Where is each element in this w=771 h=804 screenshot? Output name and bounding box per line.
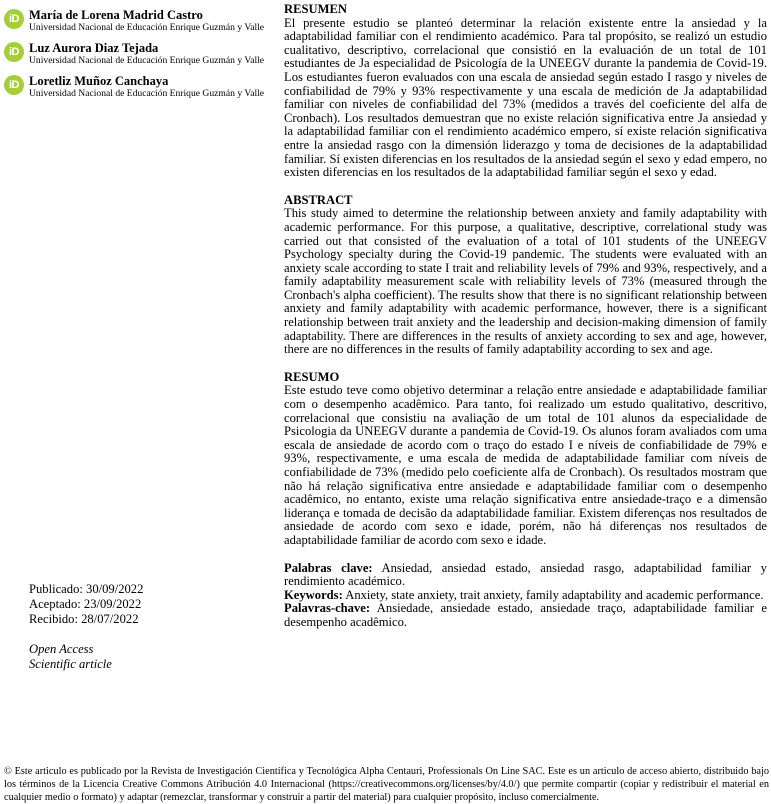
keywords-pt — [284, 602, 767, 629]
resumo-section — [284, 371, 767, 548]
author-item — [4, 74, 270, 99]
keywords-en — [284, 589, 767, 603]
publication-dates — [29, 582, 143, 672]
author-item — [4, 8, 270, 33]
keywords-pt-label: Palavras-chave: — [284, 601, 371, 616]
abstract-body: This study aimed to determine the relationship between anxiety and family adaptability with academic performance. For this purpose, a qualitative, descriptive, correlational study was carried out that consisted of the evaluation of a total of 101 students of the UNEEGV Psychology specialty during the Covid-19 pandemic. The students were evaluated with an anxiety scale according to state I trait and reliability levels of 79% and 93%, respectively, and a family adaptability measurement scale with reliability levels of 73% (measured through the Cronbach's alpha coefficient). The results show that there is no significant relationship between anxiety and family adaptability with academic performance, however, there is a significant relationship between trait anxiety and the leadership and decision-making dimension of family adaptability. There are differences in the results of anxiety according to sex and age, however, there are no differences in the results of family adaptability according to sex and age. — [284, 206, 767, 357]
license-notice: © Este articulo es publicado por la Revista de Investigación Científica y Tecnológica Alpha Centauri, Professionals On Line SAC. Este es un articulo de acceso abierto, distribuido bajo los términos de la Licencia Creative Commons Atribución 4.0 Internacional (https://creativecommons.org/licenses/by/4.0/) que permite compartir (copiar y redistribuir el material en cualquier medio o formato) y adaptar (remezclar, transformar y construir a partir del material) para cualquier propósito, incluso comercialmente. — [4, 766, 769, 803]
author-info — [29, 8, 264, 33]
author-affiliation: Universidad Nacional de Educación Enrique Guzmán y Valle — [29, 22, 265, 33]
author-list — [4, 8, 270, 107]
accepted-date: Aceptado: 23/09/2022 — [29, 597, 142, 611]
resumen-body: El presente estudio se planteó determinar la relación existente entre la ansiedad y la adaptabilidad familiar con el rendimiento académico. Para tal propósito, se realizó un estudio cualitativo, descriptivo, correlacional que consistió en la evaluación de un total de 101 estudiantes de Ja especialidad de Psicología de la UNEEGV durante la pandemia de Covid-19. Los estudiantes fueron evaluados con una escala de ansiedad según estado I rasgo y niveles de confiabilidad de 79% y 93% respectivamente y una escala de medición de Ja adaptabilidad familiar con niveles de confiabilidad del 73% (medidos a través del coeficiente del alfa de Cronbach). Los resultados demuestran que no existe relación significativa entre Ja ansiedad y la adaptabilidad familiar con el rendimiento académico empero, sí existe relación significativa entre la ansiedad rasgo con la dimensión liderazgo y toma de decisiones de la adaptabilidad familiar. Sí existen diferencias en los resultados de la ansiedad según el sexo y edad empero, no existen diferencias en los resultados de la adaptabilidad familiar según el sexo y edad. — [284, 15, 767, 180]
article-type-label: Scientific article — [29, 657, 112, 671]
resumen-section — [284, 3, 767, 180]
author-affiliation: Universidad Nacional de Educación Enrique Guzmán y Valle — [29, 55, 265, 66]
author-info — [29, 41, 264, 66]
keywords-es-label: Palabras clave: — [284, 560, 373, 575]
author-name: Loretliz Muñoz Canchaya — [29, 74, 169, 88]
published-date: Publicado: 30/09/2022 — [29, 582, 144, 596]
keywords-block — [284, 562, 767, 630]
resumo-heading: RESUMO — [284, 369, 340, 384]
resumen-heading: RESUMEN — [284, 2, 347, 16]
resumo-body: Este estudo teve como objetivo determinar a relação entre ansiedade e adaptabilidade familiar com o desempenho acadêmico. Para tanto, foi realizado um estudo qualitativo, descritivo, correlacional que consistiu na avaliação de um total de 101 alunos da especialidade de Psicologia da UNEEGV durante a pandemia de Covid-19. Os alunos foram avaliados com uma escala de ansiedade de acordo com o traço do estado I e níveis de confiabilidade de 79% e 93%, respectivamente, e uma escala de medida de adaptabilidade familiar com níveis de confiabilidade de 73% (medido pelo coeficiente alfa de Cronbach). Os resultados mostram que não há relação significativa entre ansiedade e adaptabilidade familiar com o desempenho acadêmico, no entanto, existe uma relação significativa entre ansiedade-traço e a dimensão liderança e tomada de decisão da adaptabilidade familiar. Existem diferenças nos resultados de ansiedade de acordo com sexo e idade, porém, não há diferenças nos resultados de adaptabilidade familiar de acordo com sexo e idade. — [284, 383, 767, 547]
spacer — [29, 627, 143, 642]
keywords-pt-text: Ansiedade, ansiedade estado, ansiedade traço, adaptabilidade familiar e desempenho acadêmico. — [284, 601, 767, 629]
keywords-es — [284, 562, 767, 589]
abstract-section — [284, 194, 767, 357]
author-name: Luz Aurora Diaz Tejada — [29, 41, 159, 55]
author-info — [29, 74, 264, 99]
keywords-es-text: Ansiedad, ansiedad estado, ansiedad rasgo, adaptabilidad familiar y rendimiento académico. — [284, 560, 767, 589]
orcid-icon[interactable]: iD — [4, 9, 24, 29]
orcid-icon[interactable]: iD — [4, 42, 24, 62]
received-date: Recibido: 28/07/2022 — [29, 612, 139, 626]
open-access-label: Open Access — [29, 642, 94, 656]
author-item — [4, 41, 270, 66]
author-name: María de Lorena Madrid Castro — [29, 8, 203, 22]
abstract-column — [284, 3, 767, 630]
keywords-en-label: Keywords: — [284, 587, 343, 602]
orcid-icon[interactable]: iD — [4, 75, 24, 95]
abstract-heading: ABSTRACT — [284, 192, 353, 207]
author-affiliation: Universidad Nacional de Educación Enrique Guzmán y Valle — [29, 88, 265, 99]
keywords-en-text: Anxiety, state anxiety, trait anxiety, family adaptability and academic performance. — [345, 587, 764, 602]
